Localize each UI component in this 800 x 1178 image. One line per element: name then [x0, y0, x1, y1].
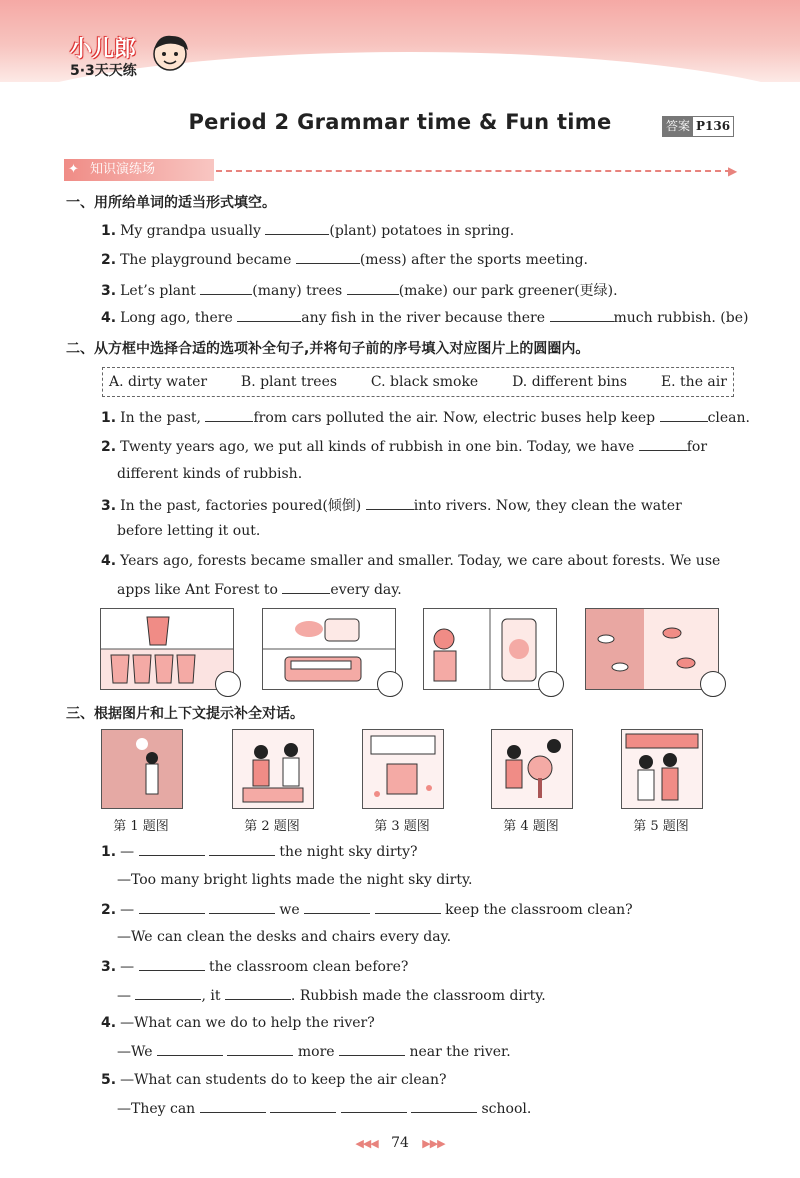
arrow-icon: ▶	[728, 164, 738, 178]
answer-blank[interactable]	[225, 987, 291, 1000]
messy-classroom-icon	[363, 730, 443, 808]
p3-q5-answer: —They can school.	[117, 1101, 532, 1117]
answer-blank[interactable]	[237, 309, 301, 322]
phone-icon	[424, 609, 556, 689]
scene-5	[621, 729, 703, 809]
p2-q4: 4. Years ago, forests became smaller and smaller. Today, we care about forests. We use	[101, 553, 721, 569]
caption-2: 第 2 题图	[244, 819, 300, 834]
answer-blank[interactable]	[139, 901, 205, 914]
answer-circle[interactable]	[215, 671, 241, 697]
answer-blank[interactable]	[339, 1043, 405, 1056]
section-banner	[64, 159, 214, 181]
picture-bins	[100, 608, 234, 690]
p2-q4-cont: apps like Ant Forest to every day.	[117, 582, 402, 598]
answer-blank[interactable]	[375, 901, 441, 914]
picture-planting-app	[423, 608, 557, 690]
scene-2	[232, 729, 314, 809]
answer-blank[interactable]	[139, 958, 205, 971]
answer-blank[interactable]	[205, 409, 253, 422]
p3-q3: 3. — the classroom clean before?	[101, 959, 409, 975]
tree-planting-icon	[492, 730, 572, 808]
p3-q1: 1. — the night sky dirty?	[101, 844, 418, 860]
star-icon: ✦	[68, 162, 79, 177]
answer-circle[interactable]	[700, 671, 726, 697]
answer-blank[interactable]	[411, 1100, 477, 1113]
answer-blank[interactable]	[296, 251, 360, 264]
answer-blank[interactable]	[639, 438, 687, 451]
option-c: C. black smoke	[370, 374, 479, 390]
option-a: A. dirty water	[109, 374, 208, 390]
scene-1	[101, 729, 183, 809]
answer-blank[interactable]	[282, 581, 330, 594]
answer-blank[interactable]	[139, 843, 205, 856]
p1-q2: 2. The playground became (mess) after the sports meeting.	[101, 252, 588, 268]
picture-river-fish	[585, 608, 719, 690]
answer-blank[interactable]	[200, 1100, 266, 1113]
answer-key-label: 答案	[663, 117, 693, 136]
part2-heading: 二、从方框中选择合适的选项补全句子,并将句子前的序号填入对应图片上的圆圈内。	[66, 341, 590, 357]
answer-circle[interactable]	[377, 671, 403, 697]
answer-blank[interactable]	[341, 1100, 407, 1113]
answer-blank[interactable]	[304, 901, 370, 914]
options-box	[102, 367, 734, 397]
bus-icon	[263, 609, 395, 689]
answer-blank[interactable]	[227, 1043, 293, 1056]
brand-logo	[66, 30, 196, 84]
page-number: 74	[391, 1135, 409, 1151]
part3-heading: 三、根据图片和上下文提示补全对话。	[66, 706, 304, 722]
answer-blank[interactable]	[200, 282, 252, 295]
section-banner-label: 知识演练场	[90, 162, 156, 177]
p3-q1-answer: —Too many bright lights made the night sky dirty.	[117, 872, 473, 888]
answer-blank[interactable]	[135, 987, 201, 1000]
p3-q4-answer: —We more near the river.	[117, 1044, 511, 1060]
option-e: E. the air	[660, 374, 727, 390]
brand-top: 小儿郎	[70, 37, 137, 62]
caption-5: 第 5 题图	[633, 819, 689, 834]
p3-q5: 5. —What can students do to keep the air clean?	[101, 1072, 447, 1088]
fish-icon	[586, 609, 718, 689]
answer-blank[interactable]	[209, 901, 275, 914]
answer-blank[interactable]	[209, 843, 275, 856]
answer-blank[interactable]	[550, 309, 614, 322]
answer-circle[interactable]	[538, 671, 564, 697]
p3-q2: 2. — we keep the classroom clean?	[101, 902, 633, 918]
answer-blank[interactable]	[270, 1100, 336, 1113]
caption-4: 第 4 题图	[503, 819, 559, 834]
p3-q3-answer: — , it . Rubbish made the classroom dirty.	[117, 988, 546, 1004]
answer-blank[interactable]	[347, 282, 399, 295]
rubbish-bin-icon	[101, 609, 233, 689]
p2-q2-cont: different kinds of rubbish.	[117, 466, 303, 482]
caption-1: 第 1 题图	[113, 819, 169, 834]
school-gate-icon	[622, 730, 702, 808]
answer-blank[interactable]	[265, 222, 329, 235]
p2-q2: 2. Twenty years ago, we put all kinds of rubbish in one bin. Today, we have for	[101, 439, 708, 455]
p3-q2-answer: —We can clean the desks and chairs every day.	[117, 929, 452, 945]
answer-blank[interactable]	[660, 409, 708, 422]
part1-heading: 一、用所给单词的适当形式填空。	[66, 195, 276, 211]
p2-q1: 1. In the past, from cars polluted the air. Now, electric buses help keep clean.	[101, 410, 750, 426]
mascot-icon	[148, 30, 192, 78]
answer-blank[interactable]	[366, 497, 414, 510]
answer-blank[interactable]	[157, 1043, 223, 1056]
classroom-cleaning-icon	[233, 730, 313, 808]
p3-q4: 4. —What can we do to help the river?	[101, 1015, 375, 1031]
page-footer	[0, 1135, 800, 1151]
answer-key-ref[interactable]	[662, 116, 734, 137]
night-street-icon	[102, 730, 182, 808]
p1-q1: 1. My grandpa usually (plant) potatoes in spring.	[101, 223, 515, 239]
divider	[216, 170, 731, 172]
scene-4	[491, 729, 573, 809]
p2-q3: 3. In the past, factories poured(倾倒) into rivers. Now, they clean the water	[101, 498, 682, 514]
next-arrows-icon: ▶▶▶	[422, 1137, 445, 1150]
answer-key-page: P136	[696, 119, 731, 133]
picture-vehicles	[262, 608, 396, 690]
caption-3: 第 3 题图	[374, 819, 430, 834]
p1-q4: 4. Long ago, there any fish in the river because there much rubbish. (be)	[101, 310, 749, 326]
p2-q3-cont: before letting it out.	[117, 523, 261, 539]
p1-q3: 3. Let’s plant (many) trees (make) our park greener(更绿).	[101, 283, 618, 299]
option-b: B. plant trees	[240, 374, 338, 390]
scene-3	[362, 729, 444, 809]
brand-bottom: 5·3天天练	[70, 63, 137, 79]
prev-arrows-icon: ◀◀◀	[355, 1137, 378, 1150]
option-d: D. different bins	[512, 374, 628, 390]
page-title: Period 2 Grammar time & Fun time	[188, 110, 612, 134]
